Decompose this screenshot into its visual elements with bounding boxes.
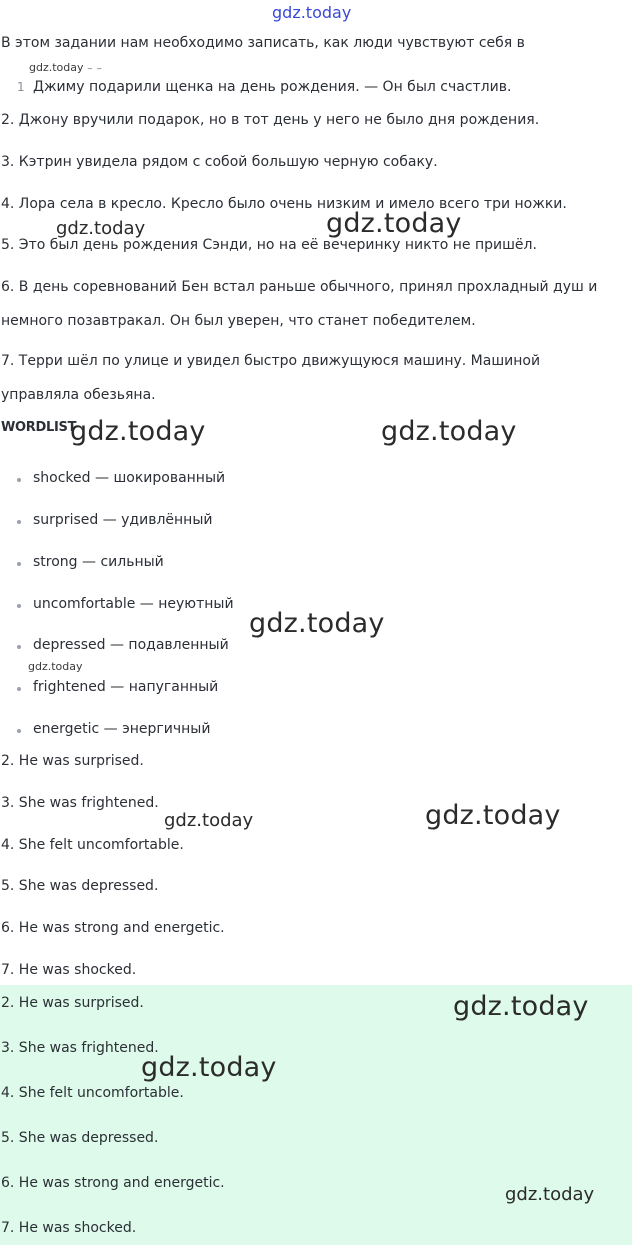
answer-7: 7. He was shocked. bbox=[1, 1220, 137, 1236]
wordlist-item: energetic — энергичный bbox=[33, 721, 211, 737]
bullet-icon bbox=[17, 687, 21, 691]
sentence-6: 6. В день соревнований Бен встал раньше обычного, принял прохладный душ и bbox=[1, 279, 598, 295]
bullet-icon bbox=[17, 478, 21, 482]
watermark: gdz.today bbox=[249, 608, 385, 639]
sentence-7-cont: управляла обезьяна. bbox=[1, 387, 156, 403]
wordlist-item: strong — сильный bbox=[33, 554, 164, 570]
answer-4: 4. She felt uncomfortable. bbox=[1, 1085, 184, 1101]
bullet-icon bbox=[17, 604, 21, 608]
sentence-7: 7. Терри шёл по улице и увидел быстро движущуюся машину. Машиной bbox=[1, 353, 541, 369]
answer-6: 6. He was strong and energetic. bbox=[1, 920, 225, 936]
answer-5: 5. She was depressed. bbox=[1, 1130, 159, 1146]
watermark: gdz.today bbox=[164, 810, 254, 831]
watermark: gdz.today bbox=[425, 800, 561, 831]
answer-7: 7. He was shocked. bbox=[1, 962, 137, 978]
sentence-number: 1 bbox=[17, 80, 25, 94]
answer-2: 2. He was surprised. bbox=[1, 995, 144, 1011]
watermark: gdz.today bbox=[141, 1052, 277, 1083]
answers-box bbox=[0, 985, 632, 1245]
answer-5: 5. She was depressed. bbox=[1, 878, 159, 894]
watermark: gdz.today bbox=[453, 991, 589, 1022]
wordlist-item: uncomfortable — неуютный bbox=[33, 596, 234, 612]
watermark: gdz.today bbox=[70, 416, 206, 447]
watermark-small: gdz.today ₋ ₋ bbox=[29, 61, 103, 74]
wordlist-item: frightened — напуганный bbox=[33, 679, 219, 695]
bullet-icon bbox=[17, 520, 21, 524]
wordlist-item: shocked — шокированный bbox=[33, 470, 226, 486]
watermark-top: gdz.today bbox=[272, 3, 352, 22]
answer-3: 3. She was frightened. bbox=[1, 795, 159, 811]
answer-3: 3. She was frightened. bbox=[1, 1040, 159, 1056]
answer-4: 4. She felt uncomfortable. bbox=[1, 837, 184, 853]
sentence-4: 4. Лора села в кресло. Кресло было очень низким и имело всего три ножки. bbox=[1, 196, 567, 212]
wordlist-heading: WORDLIST bbox=[1, 420, 77, 435]
bullet-icon bbox=[17, 562, 21, 566]
wordlist-item: depressed — подавленный bbox=[33, 637, 229, 653]
watermark: gdz.today bbox=[505, 1184, 595, 1205]
sentence-3: 3. Кэтрин увидела рядом с собой большую черную собаку. bbox=[1, 154, 438, 170]
watermark: gdz.today bbox=[381, 416, 517, 447]
watermark: gdz.today bbox=[326, 208, 462, 239]
watermark-small: gdz.today bbox=[28, 660, 83, 673]
bullet-icon bbox=[17, 729, 21, 733]
intro-text: В этом задании нам необходимо записать, как люди чувствуют себя в bbox=[1, 35, 525, 51]
sentence-5: 5. Это был день рождения Сэнди, но на её вечеринку никто не пришёл. bbox=[1, 237, 537, 253]
sentence-6-cont: немного позавтракал. Он был уверен, что станет победителем. bbox=[1, 313, 476, 329]
bullet-icon bbox=[17, 645, 21, 649]
answer-2: 2. He was surprised. bbox=[1, 753, 144, 769]
answer-6: 6. He was strong and energetic. bbox=[1, 1175, 225, 1191]
sentence-2: 2. Джону вручили подарок, но в тот день у него не было дня рождения. bbox=[1, 112, 540, 128]
watermark: gdz.today bbox=[56, 218, 146, 239]
sentence-1: Джиму подарили щенка на день рождения. — Он был счастлив. bbox=[33, 79, 512, 95]
wordlist-item: surprised — удивлённый bbox=[33, 512, 213, 528]
